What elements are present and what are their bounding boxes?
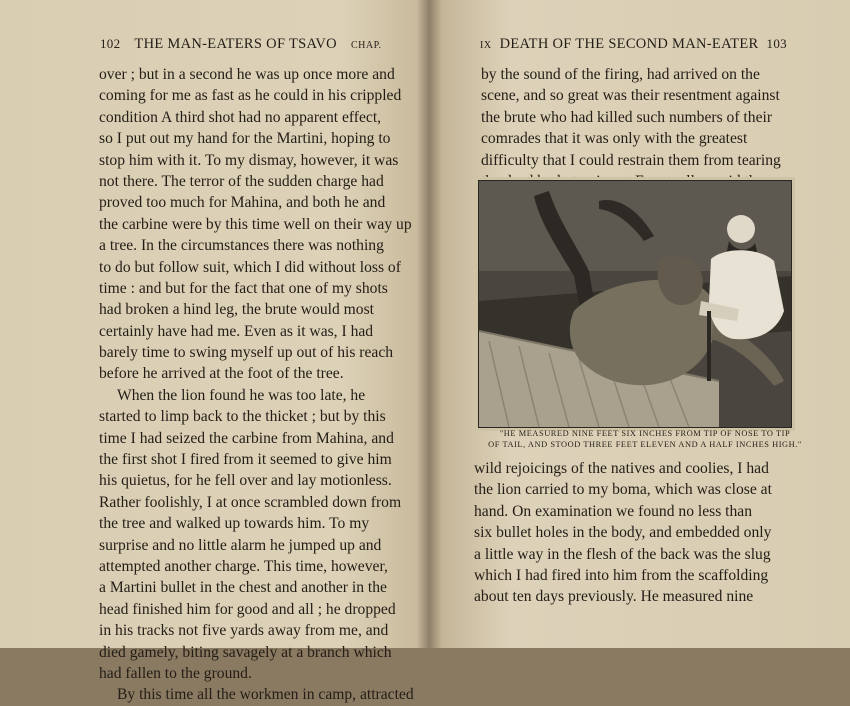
photo-plate	[478, 180, 792, 428]
text-line: time : and but for the fact that one of my shots	[99, 279, 388, 297]
text-line: his quietus, for he fell over and lay motionless.	[99, 472, 392, 490]
text-line: coming for me as fast as he could in his crippled	[99, 87, 402, 105]
text-line: to do but follow suit, which I did without loss of	[99, 258, 401, 276]
text-line: wild rejoicings of the natives and coolies, I had	[474, 460, 769, 477]
text-line: by the sound of the firing, had arrived on the	[481, 66, 760, 83]
text-line: difficulty that I could restrain them from tearing	[481, 151, 781, 169]
page-number-left: 102	[100, 36, 121, 51]
text-line: a Martini bullet in the chest and another in the	[99, 579, 387, 597]
text-line: a little way in the flesh of the back was the slug	[474, 545, 771, 563]
text-line: died gamely, biting savagely at a branch which	[99, 643, 392, 661]
text-line: When the lion found he was too late, he	[117, 386, 366, 404]
running-title-left: THE MAN-EATERS OF TSAVO	[134, 36, 337, 52]
left-page-body	[99, 64, 417, 706]
text-line: before he arrived at the foot of the tree.	[99, 365, 344, 383]
text-line: time I had seized the carbine from Mahina, and	[99, 429, 394, 447]
text-line: six bullet holes in the body, and embedded only	[474, 524, 772, 542]
running-head-left	[100, 36, 382, 53]
text-line: had fallen to the ground.	[99, 664, 252, 682]
right-page	[430, 0, 850, 648]
chapter-mark: CHAP.	[350, 40, 382, 51]
text-line: attempted another charge. This time, however,	[99, 557, 388, 575]
running-head-right	[480, 36, 787, 53]
text-line: which I had fired into him from the scaffolding	[474, 566, 769, 584]
text-line: had broken a hind leg, the brute would most	[99, 301, 374, 319]
page-number-right: 103	[766, 36, 787, 51]
text-line: a tree. In the circumstances there was nothing	[99, 237, 384, 255]
text-line: head finished him for good and all ; he dropped	[99, 600, 396, 618]
text-line: not there. The terror of the sudden charge had	[99, 172, 384, 190]
running-title-right: DEATH OF THE SECOND MAN-EATER	[499, 36, 759, 52]
text-line: proved too much for Mahina, and both he and	[99, 194, 386, 212]
text-line: in his tracks not five yards away from me, and	[99, 622, 389, 640]
lion-photograph	[479, 181, 791, 427]
text-line: stop him with it. To my dismay, however, it was	[99, 151, 399, 169]
right-page-body-bottom	[474, 458, 850, 608]
text-line: barely time to swing myself up out of his reach	[99, 344, 394, 362]
text-line: surprise and no little alarm he jumped up and	[99, 536, 382, 554]
photo-caption	[470, 428, 820, 450]
text-line: the lion carried to my boma, which was close at	[474, 481, 772, 499]
text-line: By this time all the workmen in camp, attracted	[117, 686, 414, 704]
caption-line: OF TAIL, AND STOOD THREE FEET ELEVEN AND A HALF INCHES HIGH."	[488, 440, 802, 449]
caption-line: "HE MEASURED NINE FEET SIX INCHES FROM TIP OF NOSE TO TIP	[499, 429, 791, 438]
text-line: hand. On examination we found no less than	[474, 502, 753, 520]
text-line: over ; but in a second he was up once more and	[99, 66, 395, 83]
text-line: the brute who had killed such numbers of their	[481, 108, 773, 126]
text-line: certainly have had me. Even as it was, I had	[99, 322, 374, 340]
left-page	[0, 0, 425, 704]
text-line: condition A third shot had no apparent effect,	[99, 108, 382, 126]
text-line: the tree and walked up towards him. To my	[99, 515, 370, 533]
text-line: scene, and so great was their resentment against	[481, 87, 780, 105]
text-line: comrades that it was only with the greatest	[481, 130, 748, 148]
text-line: so I put out my hand for the Martini, hoping to	[99, 130, 391, 148]
right-page-body-top	[481, 64, 850, 192]
text-line: started to limp back to the thicket ; but by this	[99, 408, 386, 426]
text-line: the first shot I fired from it seemed to give him	[99, 451, 392, 469]
text-line: about ten days previously. He measured nine	[474, 588, 754, 606]
text-line: Rather foolishly, I at once scrambled down from	[99, 493, 402, 511]
text-line: the carbine were by this time well on their way up	[99, 215, 412, 233]
chapter-numeral: IX	[480, 40, 492, 51]
